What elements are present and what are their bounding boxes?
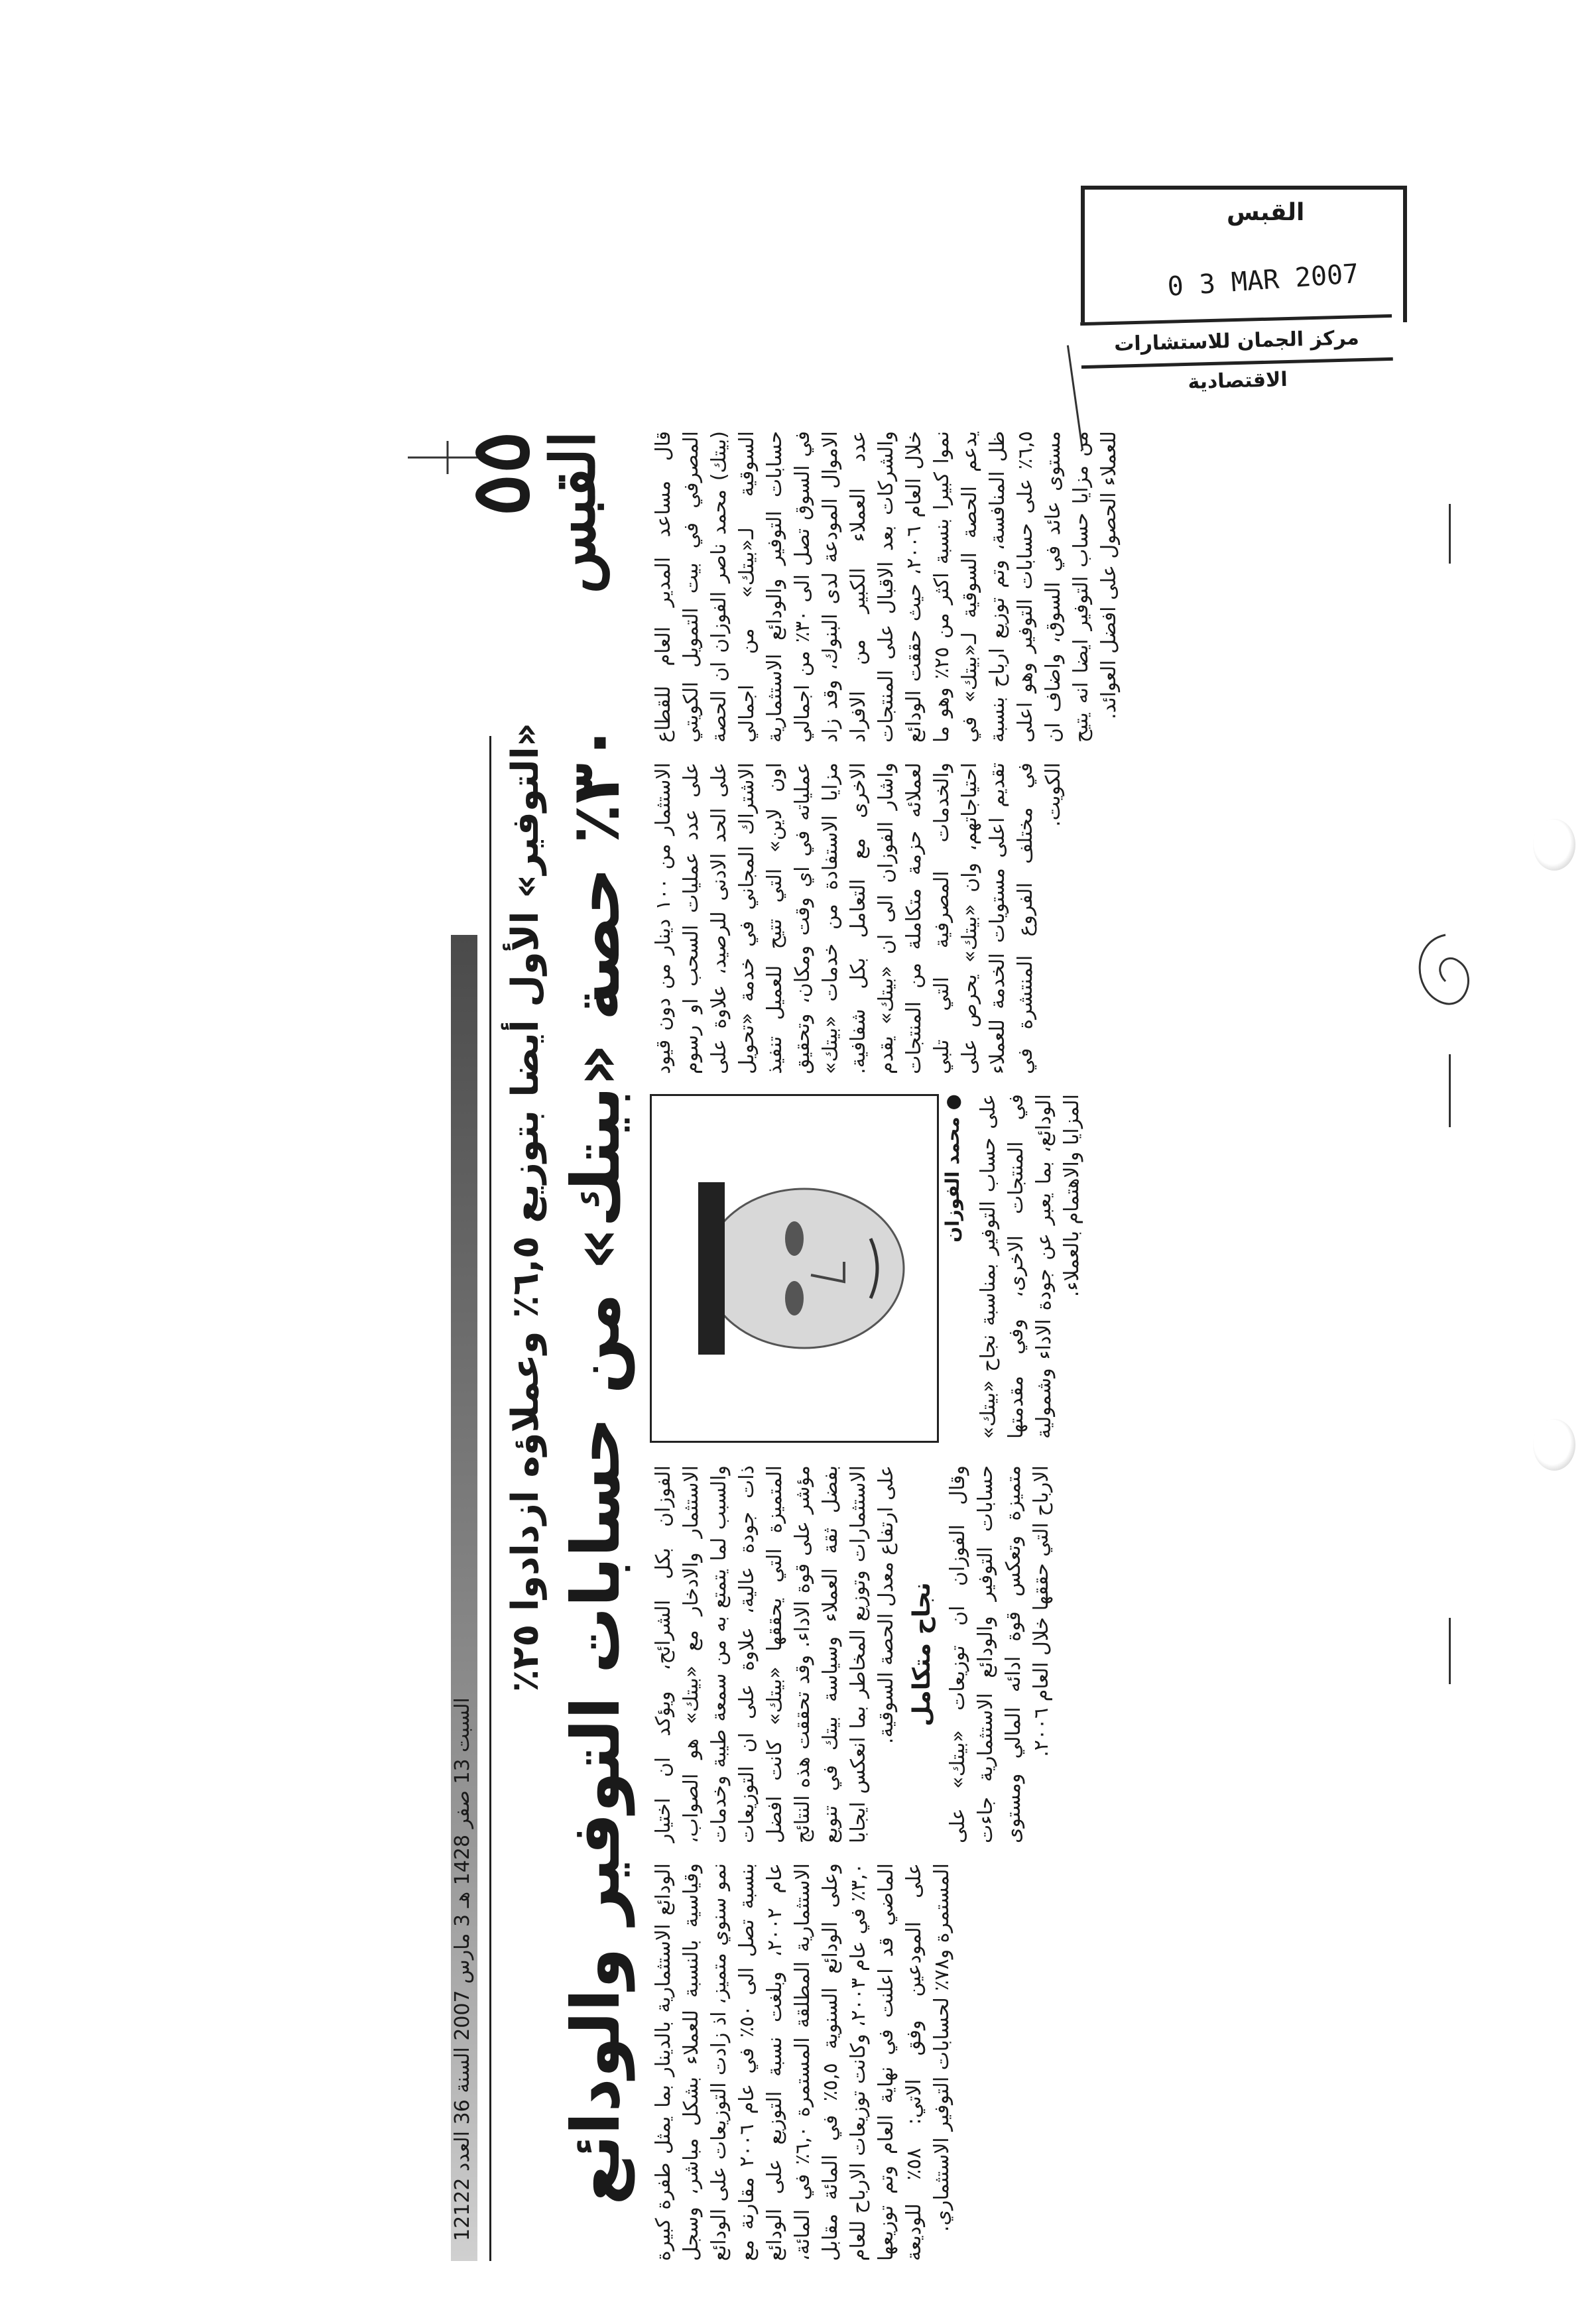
body-paragraph: وقال الفوزان ان توزيعات «بيتك» على حسابات التوفير والودائع الاستثمارية جاءت متميزة وتعكس قوة ادائه المالي ومستوى الارباح التي حققها خلال العام ٢٠٠٦.	[946, 1465, 1053, 1843]
body-paragraph: على حساب التوفير بمناسبة نجاح «بيتك» في المنتجات الاخرى، وفي مقدمتها الودائع، بما يعبر عن جودة الاداء وشمولية المزايا والاهتمام بالعملاء.	[977, 1094, 1083, 1439]
portrait-photo	[650, 1094, 939, 1443]
body-paragraph: الاستثمار من ١٠٠ دينار من دون قيود على عدد عمليات السحب او رسوم على الحد الادنى للرصيد، علاوة على الاشتراك المجاني في خدمة «تحويل اون لاين» التي تتيح للعميل تنفيذ عملياته في اي وقت ومكان، وتحقيق مزايا الاستفادة من خدمات «بيتك» الاخرى مع التعامل بكل شفافية. واشار الفوزان الى ان «بيتك» يقدم لعملائه حزمة متكاملة من المنتجات والخدمات المصرفية التي تلبي احتياجاتهم، وان «بيتك» يحرص على تقديم اعلى مستويات الخدمة للعملاء في مختلف الفروع المنتشرة في الكويت.	[652, 763, 1065, 1074]
pen-mark	[1449, 1618, 1451, 1684]
article-kicker: «التوفير» الأول أيضا بتوزيع ٦,٥٪ وعملاؤه ازدادوا ٢٥٪	[504, 723, 547, 1693]
body-column	[650, 1465, 1306, 1843]
portrait-image	[652, 1096, 937, 1441]
photo-column	[650, 1094, 1306, 1445]
body-column	[975, 1094, 1306, 1439]
pen-mark	[1449, 1054, 1451, 1127]
stamp-logo: القبس	[1227, 199, 1305, 226]
stamp-center-name: مركز الجمان للاستشارات الاقتصادية	[1080, 314, 1393, 369]
paper-name: القبس	[537, 431, 609, 594]
page-number: ٥٥	[454, 431, 547, 517]
masthead	[451, 431, 609, 709]
body-column	[650, 1863, 1306, 2261]
photo-caption: ● محمد الفوزان	[942, 1094, 963, 1243]
body-column	[650, 431, 1306, 743]
article-headline: ٣٠٪ حصة «بيتك» من حسابات التوفير والودائع	[557, 723, 635, 2205]
article-body	[650, 431, 1306, 2261]
body-column	[650, 763, 1306, 1074]
clipping-stamp	[1081, 186, 1399, 394]
section-subhead: نجاح متكامل	[908, 1582, 936, 1727]
body-paragraph: قال مساعد المدير العام للقطاع المصرفي في بيت التمويل الكويتي (بيتك) محمد ناصر الفوزان ان الحصة السوقية لـ«بيتك» من اجمالي حسابات التوفير والودائع الاستثمارية في السوق تصل الى ٣٠٪ من اجمالي الاموال المودعة لدى البنوك، وقد زاد عدد العملاء الكبير من الافراد والشركات بعد الاقبال على المنتجات خلال العام ٢٠٠٦، حيث حققت الودائع نموا كبيرا بنسبة اكثر من ٢٥٪ وهو ما يدعم الحصة السوقية لـ«بيتك» في ظل المنافسة، وتم توزيع ارباح بنسبة ٦,٥٪ على حسابات التوفير وهو اعلى مستوى عائد في السوق، واضاف ان من مزايا حساب التوفير ايضا انه يتيح للعملاء الحصول على افضل العوائد.	[652, 431, 1121, 743]
body-paragraph: الفوزان بكل الشرائح، ويؤكد ان اختيار الاستثمار والادخار مع «بيتك» هو الصواب، والسبب لما يتمتع به من سمعة طيبة وخدمات ذات جودة عالية، علاوة على ان التوزيعات المتميزة التي يحققها «بيتك» كانت افضل مؤشر على قوة الاداء. وقد تحققت هذه النتائج بفضل ثقة العملاء وسياسة بيتك في تنويع الاستثمارات وتوزيع المخاطر بما انعكس ايجابا على ارتفاع معدل الحصة السوقية.	[652, 1465, 898, 1843]
article-clipping	[451, 431, 1306, 2261]
punch-hole	[1533, 819, 1575, 871]
pen-mark	[1449, 504, 1451, 564]
punch-hole	[1533, 1419, 1575, 1471]
pen-scribble	[1406, 928, 1485, 1021]
header-rule	[489, 736, 491, 2261]
dateline: السبت 13 صفر 1428 هـ 3 مارس 2007 السنة 36 العدد 12122	[451, 1697, 474, 2241]
body-paragraph: الودائع الاستثمارية بالدينار بما يمثل طفرة كبيرة وقياسية بالنسبة للعملاء بشكل مباشر، وسجل نمو سنوي متميز، اذ زادت التوزيعات على الودائع بنسبة تصل الى ٥٠٪ في عام ٢٠٠٦ مقارنة مع عام ٢٠٠٢، وبلغت نسبة التوزيع على الودائع الاستثمارية المطلقة المستمرة ٦,٠٪ في المائة، وعلى الودائع السنوية ٥,٥٪ في المائة مقابل ٣,٠٪ في عام ٢٠٠٣، وكانت توزيعات الارباح للعام الماضي قد اعلنت في نهاية العام وتم توزيعها على المودعين وفق الاتي: ٥٨٪ للوديعة المستمرة و٧٨٪ لحسابات التوفير الاستثماري.	[652, 1863, 953, 2261]
stamp-date: 0 3 MAR 2007	[1166, 258, 1360, 303]
